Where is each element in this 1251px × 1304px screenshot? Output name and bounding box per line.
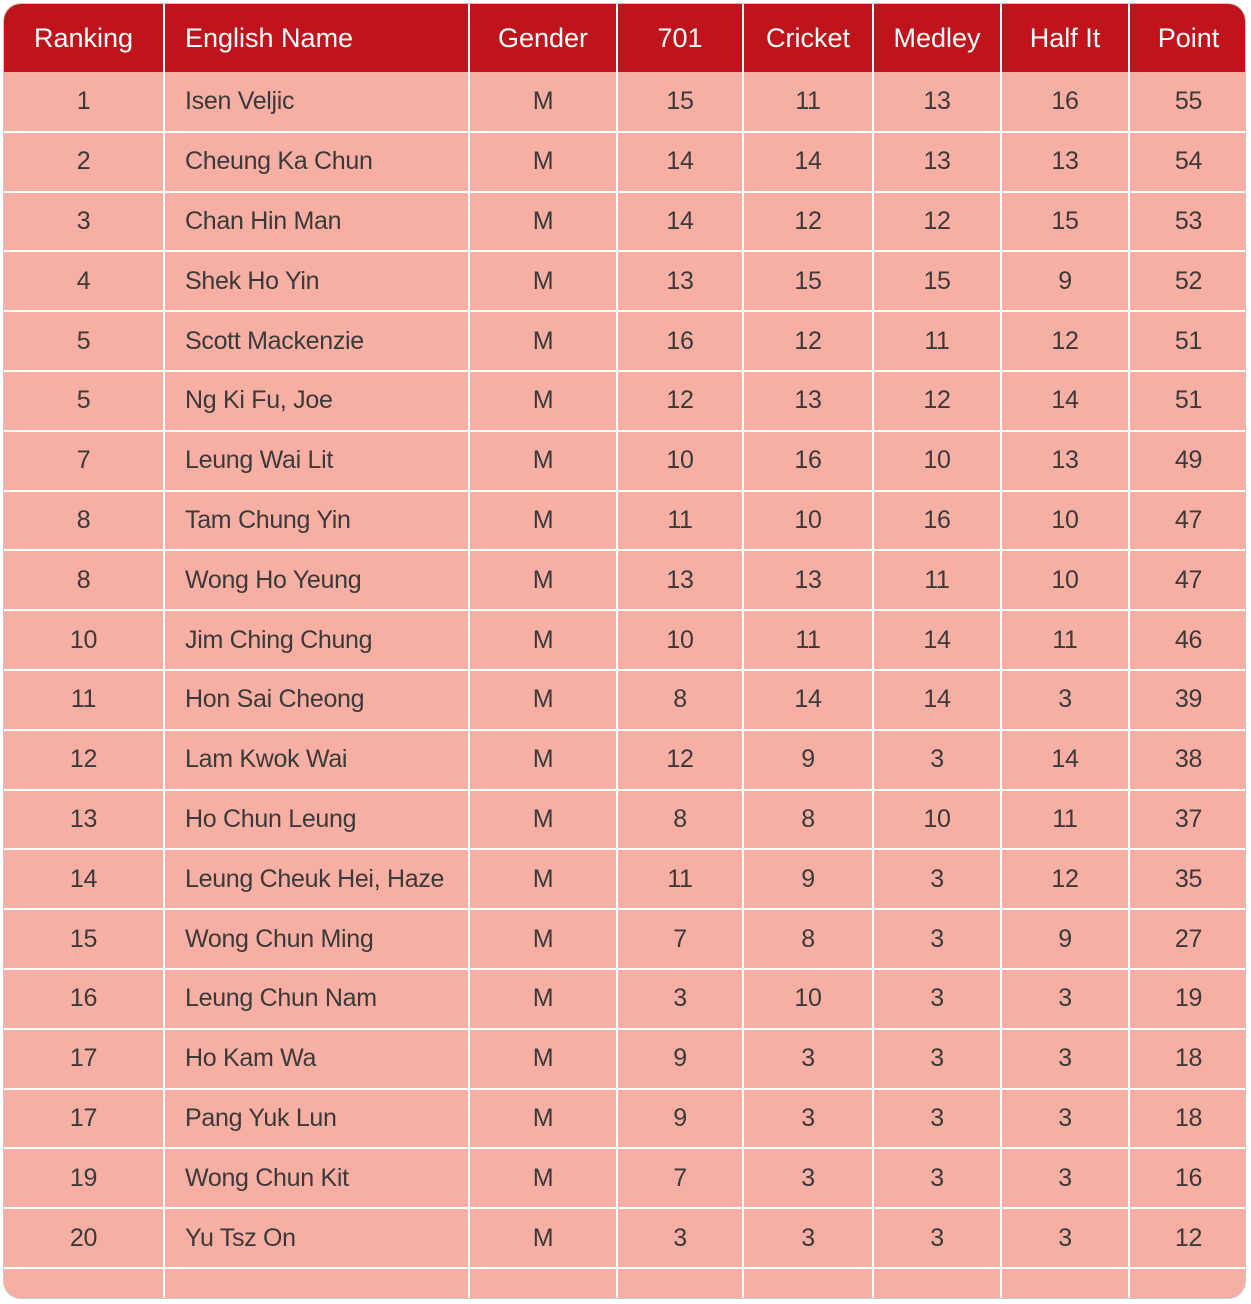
cell-medley: 14: [873, 610, 1001, 670]
cell-cricket: 12: [743, 311, 873, 371]
cell-gender: M: [469, 1089, 617, 1149]
cell-cricket: 14: [743, 132, 873, 192]
cell-english-name: Ng Ki Fu, Joe: [164, 371, 469, 431]
cell-701: 3: [617, 969, 743, 1029]
cell-english-name: Pang Yuk Lun: [164, 1089, 469, 1149]
table-row: [4, 1089, 1246, 1149]
table-row: [4, 1029, 1246, 1089]
cell-half-it: 3: [1001, 1029, 1129, 1089]
empty-cell: [4, 1268, 164, 1299]
cell-ranking: 8: [4, 550, 164, 610]
cell-half-it: 14: [1001, 730, 1129, 790]
table-row: [4, 491, 1246, 551]
cell-english-name: Yu Tsz On: [164, 1208, 469, 1268]
empty-cell: [1129, 1268, 1246, 1299]
cell-cricket: 3: [743, 1029, 873, 1089]
cell-gender: M: [469, 371, 617, 431]
cell-point: 47: [1174, 565, 1203, 594]
cell-english-name: Jim Ching Chung: [164, 610, 469, 670]
table-row: [4, 849, 1246, 909]
table-row: [4, 1208, 1246, 1268]
empty-cell: [469, 1268, 617, 1299]
cell-point: 39: [1174, 685, 1203, 714]
cell-medley: 12: [873, 371, 1001, 431]
cell-half-it: 9: [1001, 251, 1129, 311]
cell-medley: 13: [873, 132, 1001, 192]
cell-medley: 10: [873, 431, 1001, 491]
cell-english-name: Ho Chun Leung: [164, 790, 469, 850]
cell-english-name: Ho Kam Wa: [164, 1029, 469, 1089]
cell-english-name: Leung Cheuk Hei, Haze: [164, 849, 469, 909]
cell-half-it: 13: [1001, 132, 1129, 192]
cell-cricket: 11: [743, 610, 873, 670]
cell-gender: M: [469, 251, 617, 311]
column-header-gender: Gender: [469, 4, 617, 72]
cell-medley: 3: [873, 730, 1001, 790]
cell-ranking: 20: [4, 1208, 164, 1268]
empty-cell: [1001, 1268, 1129, 1299]
cell-english-name: Scott Mackenzie: [164, 311, 469, 371]
cell-point: 51: [1174, 386, 1203, 415]
cell-701: 9: [617, 1089, 743, 1149]
cell-english-name: Wong Chun Kit: [164, 1148, 469, 1208]
cell-english-name: Shek Ho Yin: [164, 251, 469, 311]
cell-gender: M: [469, 670, 617, 730]
header-row: [4, 4, 1246, 72]
cell-ranking: 2: [4, 132, 164, 192]
cell-cricket: 15: [743, 251, 873, 311]
empty-cell: [873, 1268, 1001, 1299]
table-row: [4, 909, 1246, 969]
cell-ranking: 13: [4, 790, 164, 850]
cell-cricket: 3: [743, 1148, 873, 1208]
cell-701: 11: [617, 491, 743, 551]
cell-medley: 12: [873, 192, 1001, 252]
cell-701: 13: [617, 550, 743, 610]
cell-cricket: 12: [743, 192, 873, 252]
cell-gender: M: [469, 849, 617, 909]
cell-half-it: 13: [1001, 431, 1129, 491]
cell-gender: M: [469, 610, 617, 670]
cell-cricket: 9: [743, 730, 873, 790]
cell-ranking: 8: [4, 491, 164, 551]
table-row: [4, 72, 1246, 132]
cell-point: 37: [1174, 804, 1203, 833]
cell-gender: M: [469, 311, 617, 371]
cell-701: 7: [617, 1148, 743, 1208]
cell-half-it: 11: [1001, 790, 1129, 850]
cell-half-it: 12: [1001, 311, 1129, 371]
cell-701: 15: [617, 72, 743, 132]
table-row: [4, 969, 1246, 1029]
table-row: [4, 431, 1246, 491]
cell-english-name: Cheung Ka Chun: [164, 132, 469, 192]
cell-half-it: 3: [1001, 1148, 1129, 1208]
cell-medley: 3: [873, 849, 1001, 909]
cell-point: 51: [1174, 326, 1203, 355]
cell-point: 27: [1174, 924, 1203, 953]
cell-medley: 3: [873, 1029, 1001, 1089]
cell-701: 14: [617, 132, 743, 192]
cell-gender: M: [469, 909, 617, 969]
cell-701: 10: [617, 431, 743, 491]
table-row: [4, 790, 1246, 850]
cell-point: 54: [1174, 147, 1203, 176]
cell-medley: 3: [873, 969, 1001, 1029]
table-row: [4, 192, 1246, 252]
cell-cricket: 13: [743, 550, 873, 610]
cell-half-it: 12: [1001, 849, 1129, 909]
cell-cricket: 14: [743, 670, 873, 730]
cell-half-it: 3: [1001, 1089, 1129, 1149]
cell-cricket: 10: [743, 491, 873, 551]
cell-english-name: Wong Chun Ming: [164, 909, 469, 969]
cell-half-it: 3: [1001, 670, 1129, 730]
cell-ranking: 17: [4, 1089, 164, 1149]
column-header-cricket: Cricket: [743, 4, 873, 72]
cell-cricket: 3: [743, 1089, 873, 1149]
cell-gender: M: [469, 550, 617, 610]
cell-ranking: 12: [4, 730, 164, 790]
table-header: [4, 4, 1246, 72]
cell-701: 14: [617, 192, 743, 252]
cell-gender: M: [469, 1148, 617, 1208]
cell-ranking: 14: [4, 849, 164, 909]
cell-medley: 11: [873, 550, 1001, 610]
cell-gender: M: [469, 790, 617, 850]
cell-701: 11: [617, 849, 743, 909]
cell-ranking: 5: [4, 311, 164, 371]
cell-gender: M: [469, 1029, 617, 1089]
column-header-point: Point: [1157, 22, 1220, 53]
cell-701: 8: [617, 790, 743, 850]
cell-half-it: 10: [1001, 550, 1129, 610]
cell-medley: 11: [873, 311, 1001, 371]
cell-cricket: 8: [743, 909, 873, 969]
cell-701: 13: [617, 251, 743, 311]
cell-gender: M: [469, 132, 617, 192]
cell-point: 18: [1174, 1044, 1203, 1073]
cell-point: 16: [1174, 1163, 1203, 1192]
cell-english-name: Lam Kwok Wai: [164, 730, 469, 790]
cell-gender: M: [469, 491, 617, 551]
cell-ranking: 3: [4, 192, 164, 252]
cell-701: 16: [617, 311, 743, 371]
cell-half-it: 9: [1001, 909, 1129, 969]
cell-701: 3: [617, 1208, 743, 1268]
cell-701: 8: [617, 670, 743, 730]
cell-ranking: 15: [4, 909, 164, 969]
cell-medley: 16: [873, 491, 1001, 551]
cell-half-it: 11: [1001, 610, 1129, 670]
cell-point: 35: [1174, 864, 1203, 893]
column-header-medley: Medley: [873, 4, 1001, 72]
cell-ranking: 17: [4, 1029, 164, 1089]
cell-medley: 10: [873, 790, 1001, 850]
table-row: [4, 670, 1246, 730]
table-row: [4, 371, 1246, 431]
column-header-ranking: Ranking: [4, 4, 164, 72]
table-body: [4, 72, 1246, 1299]
cell-medley: 3: [873, 1148, 1001, 1208]
cell-cricket: 13: [743, 371, 873, 431]
cell-cricket: 10: [743, 969, 873, 1029]
ranking-table: [4, 4, 1246, 1299]
cell-ranking: 16: [4, 969, 164, 1029]
cell-701: 9: [617, 1029, 743, 1089]
empty-cell: [617, 1268, 743, 1299]
cell-english-name: Tam Chung Yin: [164, 491, 469, 551]
cell-half-it: 14: [1001, 371, 1129, 431]
cell-cricket: 11: [743, 72, 873, 132]
table-row: [4, 311, 1246, 371]
cell-701: 12: [617, 730, 743, 790]
cell-gender: M: [469, 1208, 617, 1268]
cell-english-name: Hon Sai Cheong: [164, 670, 469, 730]
cell-point: 12: [1174, 1223, 1203, 1252]
cell-ranking: 11: [4, 670, 164, 730]
table-row: [4, 730, 1246, 790]
cell-701: 10: [617, 610, 743, 670]
table-row: [4, 610, 1246, 670]
cell-point: 38: [1174, 745, 1203, 774]
cell-ranking: 5: [4, 371, 164, 431]
ranking-table-frame: [3, 3, 1246, 1299]
cell-cricket: 8: [743, 790, 873, 850]
cell-gender: M: [469, 431, 617, 491]
cell-ranking: 10: [4, 610, 164, 670]
cell-point: 55: [1174, 86, 1203, 115]
cell-english-name: Chan Hin Man: [164, 192, 469, 252]
cell-701: 12: [617, 371, 743, 431]
cell-701: 7: [617, 909, 743, 969]
cell-half-it: 10: [1001, 491, 1129, 551]
cell-point: 18: [1174, 1103, 1203, 1132]
cell-half-it: 16: [1001, 72, 1129, 132]
empty-cell: [164, 1268, 469, 1299]
table-row: [4, 251, 1246, 311]
cell-point: 49: [1174, 446, 1203, 475]
cell-ranking: 7: [4, 431, 164, 491]
cell-ranking: 1: [4, 72, 164, 132]
cell-gender: M: [469, 72, 617, 132]
cell-point: 46: [1174, 625, 1203, 654]
cell-point: 47: [1174, 505, 1203, 534]
cell-gender: M: [469, 969, 617, 1029]
cell-cricket: 9: [743, 849, 873, 909]
table-row: [4, 1148, 1246, 1208]
cell-half-it: 3: [1001, 1208, 1129, 1268]
cell-gender: M: [469, 730, 617, 790]
cell-cricket: 3: [743, 1208, 873, 1268]
cell-english-name: Leung Wai Lit: [164, 431, 469, 491]
cell-cricket: 16: [743, 431, 873, 491]
cell-ranking: 4: [4, 251, 164, 311]
cell-point: 53: [1174, 206, 1203, 235]
cell-english-name: Leung Chun Nam: [164, 969, 469, 1029]
cell-point: 19: [1174, 984, 1203, 1013]
table-row-empty: [4, 1268, 1246, 1299]
cell-medley: 13: [873, 72, 1001, 132]
cell-medley: 14: [873, 670, 1001, 730]
cell-medley: 3: [873, 1208, 1001, 1268]
cell-half-it: 3: [1001, 969, 1129, 1029]
cell-medley: 3: [873, 909, 1001, 969]
column-header-half-it: Half It: [1001, 4, 1129, 72]
cell-english-name: Wong Ho Yeung: [164, 550, 469, 610]
cell-english-name: Isen Veljic: [164, 72, 469, 132]
cell-medley: 3: [873, 1089, 1001, 1149]
cell-point: 52: [1174, 266, 1203, 295]
column-header-701: 701: [617, 4, 743, 72]
empty-cell: [743, 1268, 873, 1299]
table-row: [4, 550, 1246, 610]
cell-ranking: 19: [4, 1148, 164, 1208]
cell-medley: 15: [873, 251, 1001, 311]
cell-half-it: 15: [1001, 192, 1129, 252]
column-header-english-name: English Name: [164, 4, 469, 72]
table-row: [4, 132, 1246, 192]
cell-gender: M: [469, 192, 617, 252]
